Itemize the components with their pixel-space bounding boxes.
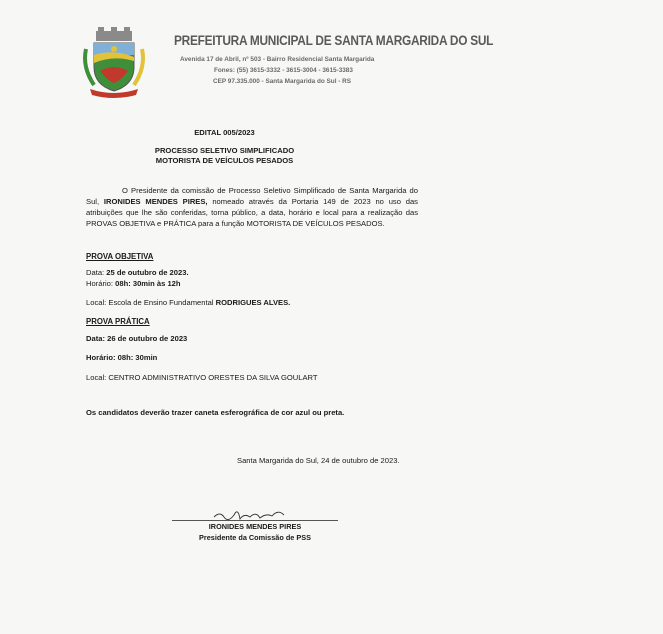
municipality-cep: CEP 97.335.000 - Santa Margarida do Sul - RS: [213, 78, 352, 85]
practical-exam-date: Data: 26 de outubro de 2023: [86, 334, 188, 343]
edital-number: EDITAL 005/2023: [194, 128, 255, 137]
practical-exam-place: Local: CENTRO ADMINISTRATIVO ORESTES DA SILVA GOULART: [86, 373, 318, 382]
intro-signer-name: IRONIDES MENDES PIRES,: [103, 197, 208, 206]
candidate-notice: Os candidatos deverão trazer caneta esferográfica de cor azul ou preta.: [86, 408, 345, 417]
municipal-crest-icon: [80, 27, 148, 99]
intro-text-part2: nomeado através da Portaria 149 de 2023 no uso das atribuições que lhe são conferidas, torna público, a data, horário e local para a realização das PROVAS OBJETIVA e PRÁTICA para a função MOTORISTA DE VEÍCULOS PESADOS.: [86, 197, 418, 228]
objective-exam-date: Data: 25 de outubro de 2023.: [86, 268, 189, 277]
process-title-line2: MOTORISTA DE VEÍCULOS PESADOS: [155, 156, 294, 165]
intro-text-part1: O Presidente da comissão de Processo Seletivo Simplificado de Santa Margarida do Sul,: [86, 186, 418, 206]
intro-paragraph: [86, 185, 418, 229]
place-and-date: Santa Margarida do Sul, 24 de outubro de 2023.: [237, 456, 400, 465]
objective-exam-time: Horário: 08h: 30min às 12h: [86, 279, 181, 288]
municipality-phones: Fones: (55) 3615-3332 - 3615-3004 - 3615-3383: [214, 67, 353, 74]
signer-name: IRONIDES MENDES PIRES: [208, 522, 302, 531]
objective-exam-place: Local: Escola de Ensino Fundamental RODRIGUES ALVES.: [86, 298, 291, 307]
signer-role: Presidente da Comissão de PSS: [199, 533, 311, 542]
municipality-title: PREFEITURA MUNICIPAL DE SANTA MARGARIDA DO SUL: [174, 33, 494, 48]
process-title-line1: PROCESSO SELETIVO SIMPLIFICADO: [154, 146, 295, 155]
municipality-address: Avenida 17 de Abril, nº 503 - Bairro Residencial Santa Margarida: [180, 56, 375, 63]
signature-line: [172, 520, 338, 521]
objective-exam-heading: PROVA OBJETIVA: [86, 252, 154, 261]
practical-exam-time: Horário: 08h: 30min: [86, 353, 158, 362]
practical-exam-heading: PROVA PRÁTICA: [86, 317, 150, 326]
